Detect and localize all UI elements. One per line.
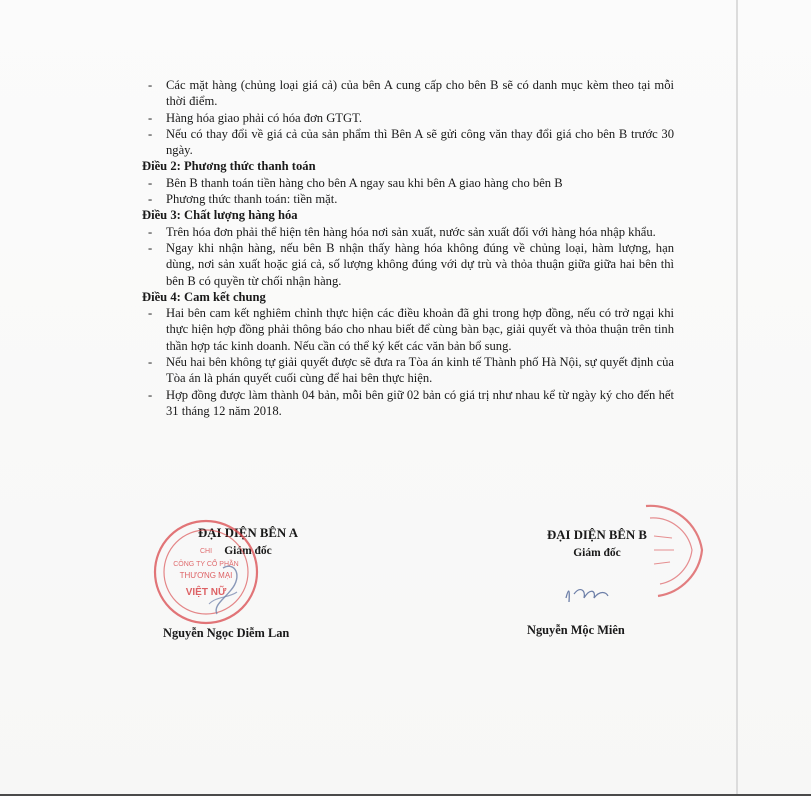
list-item <box>142 240 674 289</box>
party-b-name: Nguyễn Mộc Miên <box>527 623 625 637</box>
list-item <box>142 191 674 207</box>
list-item <box>142 126 674 159</box>
bullet-dash: - <box>148 306 153 321</box>
bullet-dash: - <box>148 355 153 370</box>
list-item <box>142 110 674 126</box>
party-b-role: ĐẠI DIỆN BÊN B <box>547 528 647 542</box>
list-item-text: Hai bên cam kết nghiêm chỉnh thực hiện các điều khoản đã ghi trong hợp đồng, nếu có trở ngại khi thực hiện hợp đồng phải thông báo cho nhau biết để cùng bàn bạc, giải quyết và thỏa thuận trên tinh thần hợp tác kinh doanh. Nếu cần có thể ký kết các văn bản bổ sung. <box>166 306 674 353</box>
stamp-a-line-4: VIỆT NỮ <box>185 587 227 598</box>
list-item-text: Nếu hai bên không tự giải quyết được sẽ đưa ra Tòa án kinh tế Thành phố Hà Nội, sự quyết định của Tòa án là phán quyết cuối cùng để hai bên thực hiện. <box>166 355 674 386</box>
list-item-text: Trên hóa đơn phải thể hiện tên hàng hóa nơi sản xuất, nước sản xuất đối với hàng hóa nhập khẩu. <box>166 224 656 239</box>
list-item-text: Nếu có thay đổi về giá cả của sản phẩm thì Bên A sẽ gửi công văn thay đổi giá cho bên B trước 30 ngày. <box>166 126 674 158</box>
list-item <box>142 387 674 420</box>
company-stamp-b <box>640 492 712 602</box>
list-item <box>142 175 674 191</box>
bullet-dash: - <box>148 387 153 402</box>
company-stamp-a <box>151 516 261 628</box>
list-item <box>142 77 674 110</box>
stamp-a-line-1: CHI <box>199 548 213 555</box>
below-page <box>0 796 811 811</box>
section-heading: Điều 3: Chất lượng hàng hóa <box>142 208 298 223</box>
party-a-title: Giám đốc <box>224 545 272 557</box>
party-b-title: Giám đốc <box>573 547 621 559</box>
list-item-text: Ngay khi nhận hàng, nếu bên B nhận thấy hàng hóa không đúng về chủng loại, hàm lượng, hạn dùng, nơi sản xuất hoặc giá cả, số lượng không đúng với dự trù và thỏa thuận giữa giữa hai bên thì bên B có quyền từ chối nhận hàng. <box>166 240 674 288</box>
signature-b <box>560 576 616 610</box>
bullet-dash: - <box>148 126 153 141</box>
bullet-dash: - <box>148 78 153 92</box>
list-item-text: Các mặt hàng (chủng loại giá cả) của bên A cung cấp cho bên B sẽ có danh mục kèm theo tại mỗi thời điểm. <box>166 78 674 109</box>
party-a-name: Nguyễn Ngọc Diễm Lan <box>163 626 290 640</box>
list-item <box>142 354 674 387</box>
list-item <box>142 305 674 354</box>
list-item <box>142 224 674 240</box>
contract-body <box>142 77 674 419</box>
list-item-text: Bên B thanh toán tiền hàng cho bên A ngay sau khi bên A giao hàng cho bên B <box>166 175 563 190</box>
bullet-dash: - <box>148 192 153 207</box>
page-edge <box>736 0 738 795</box>
stamp-a-line-2: CÔNG TY CỔ PHẦN <box>173 561 239 568</box>
section-heading: Điều 4: Cam kết chung <box>142 289 266 304</box>
list-item-text: Hàng hóa giao phải có hóa đơn GTGT. <box>166 110 362 125</box>
party-a-role: ĐẠI DIỆN BÊN A <box>198 526 298 540</box>
bullet-dash: - <box>148 224 153 239</box>
bullet-dash: - <box>148 175 153 190</box>
bullet-dash: - <box>148 240 153 255</box>
stamp-a-line-3: THƯƠNG MẠI <box>179 571 233 580</box>
list-item-text: Hợp đồng được làm thành 04 bản, mỗi bên giữ 02 bản có giá trị như nhau kể từ ngày ký cho đến hết 31 tháng 12 năm 2018. <box>166 387 674 418</box>
bullet-dash: - <box>148 110 153 125</box>
section-heading: Điều 2: Phương thức thanh toán <box>142 159 316 174</box>
list-item-text: Phương thức thanh toán: tiền mặt. <box>166 192 338 207</box>
